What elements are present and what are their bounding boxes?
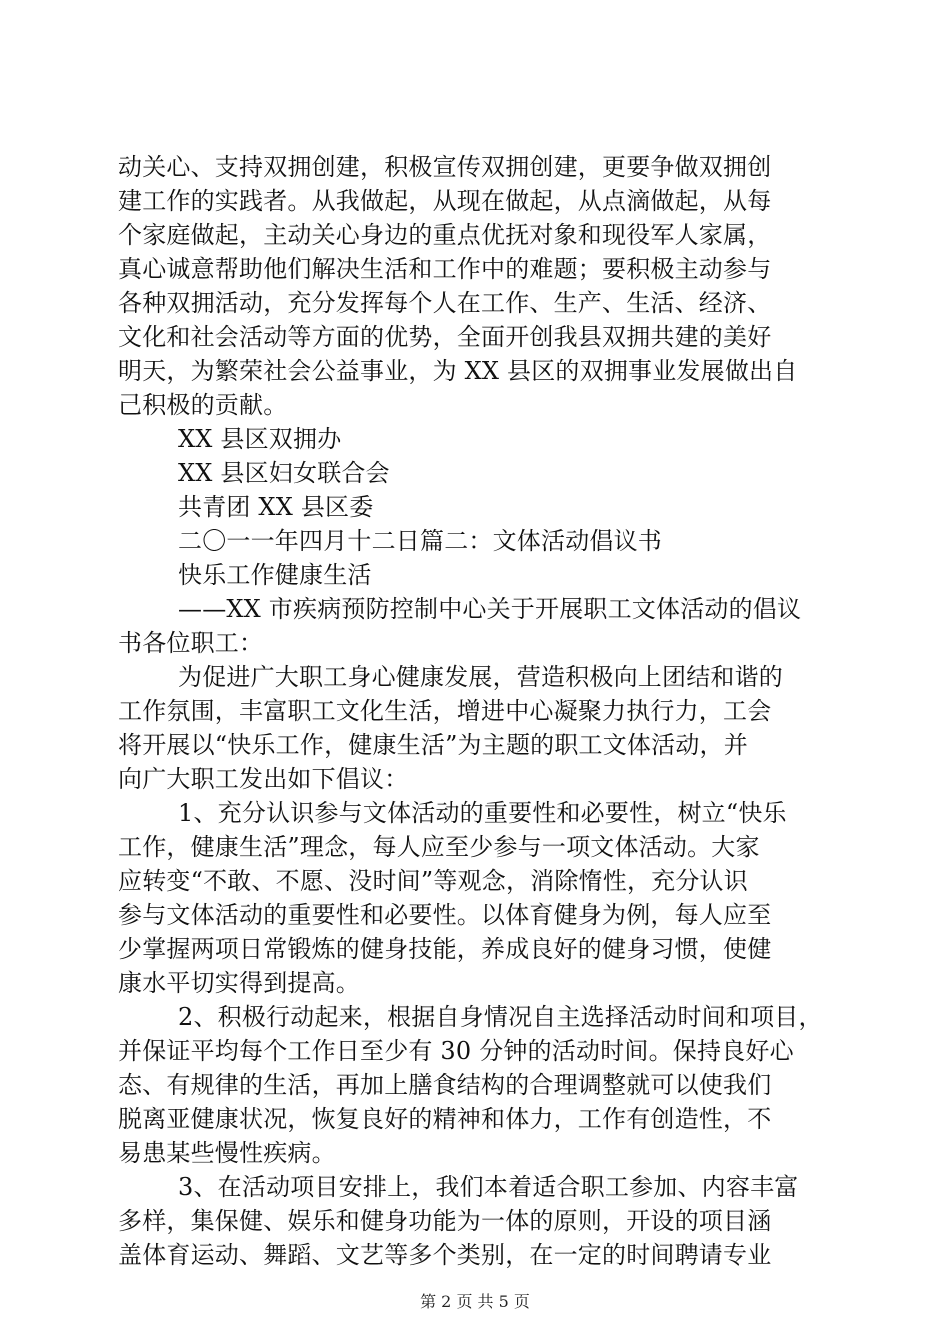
text-line: 书各位职工： xyxy=(118,629,264,657)
date-line: 二〇一一年四月十二日篇二：文体活动倡议书 xyxy=(178,527,662,555)
signature-line: XX 县区双拥办 xyxy=(178,425,342,453)
signature-line: XX 县区妇女联合会 xyxy=(178,459,390,487)
text-line: 动关心、支持双拥创建，积极宣传双拥创建，更要争做双拥创 xyxy=(118,153,772,181)
text-line: 少掌握两项日常锻炼的健身技能，养成良好的健身习惯，使健 xyxy=(118,935,772,963)
text-line: 参与文体活动的重要性和必要性。以体育健身为例，每人应至 xyxy=(118,901,772,929)
text-line: 盖体育运动、舞蹈、文艺等多个类别，在一定的时间聘请专业 xyxy=(118,1241,772,1269)
text-line: 易患某些慢性疾病。 xyxy=(118,1139,336,1167)
text-line: 向广大职工发出如下倡议： xyxy=(118,765,409,793)
text-line: 文化和社会活动等方面的优势，全面开创我县双拥共建的美好 xyxy=(118,323,772,351)
text-line: 工作，健康生活”理念，每人应至少参与一项文体活动。大家 xyxy=(118,833,760,861)
paragraph-start: 为促进广大职工身心健康发展，营造积极向上团结和谐的 xyxy=(178,663,783,691)
text-line: 康水平切实得到提高。 xyxy=(118,969,360,997)
text-line: 个家庭做起，主动关心身边的重点优抚对象和现役军人家属， xyxy=(118,221,772,249)
signature-line: 共青团 XX 县区委 xyxy=(178,493,374,521)
section-title: 快乐工作健康生活 xyxy=(178,561,372,589)
text-line: 真心诚意帮助他们解决生活和工作中的难题；要积极主动参与 xyxy=(118,255,772,283)
text-line: 多样，集保健、娱乐和健身功能为一体的原则，开设的项目涵 xyxy=(118,1207,772,1235)
paragraph-start: 3、在活动项目安排上，我们本着适合职工参加、内容丰富 xyxy=(178,1173,799,1201)
text-line: 脱离亚健康状况，恢复良好的精神和体力，工作有创造性，不 xyxy=(118,1105,772,1133)
text-line: 各种双拥活动，充分发挥每个人在工作、生产、生活、经济、 xyxy=(118,289,772,317)
paragraph-start: 2、积极行动起来，根据自身情况自主选择活动时间和项目， xyxy=(178,1003,823,1031)
text-line: 己积极的贡献。 xyxy=(118,391,288,419)
text-line: 并保证平均每个工作日至少有 30 分钟的活动时间。保持良好心 xyxy=(118,1037,794,1065)
text-line: 明天，为繁荣社会公益事业，为 XX 县区的双拥事业发展做出自 xyxy=(118,357,798,385)
document-body xyxy=(118,150,838,1272)
section-subtitle: ——XX 市疾病预防控制中心关于开展职工文体活动的倡议 xyxy=(178,595,802,623)
text-line: 应转变“不敢、不愿、没时间”等观念，消除惰性，充分认识 xyxy=(118,867,748,895)
page-number-footer: 第 2 页 共 5 页 xyxy=(420,1292,530,1311)
text-line: 建工作的实践者。从我做起，从现在做起，从点滴做起，从每 xyxy=(118,187,772,215)
text-line: 态、有规律的生活，再加上膳食结构的合理调整就可以使我们 xyxy=(118,1071,772,1099)
paragraph-start: 1、充分认识参与文体活动的重要性和必要性，树立“快乐 xyxy=(178,799,787,827)
text-line: 工作氛围，丰富职工文化生活，增进中心凝聚力执行力，工会 xyxy=(118,697,772,725)
text-line: 将开展以“快乐工作，健康生活”为主题的职工文体活动，并 xyxy=(118,731,748,759)
